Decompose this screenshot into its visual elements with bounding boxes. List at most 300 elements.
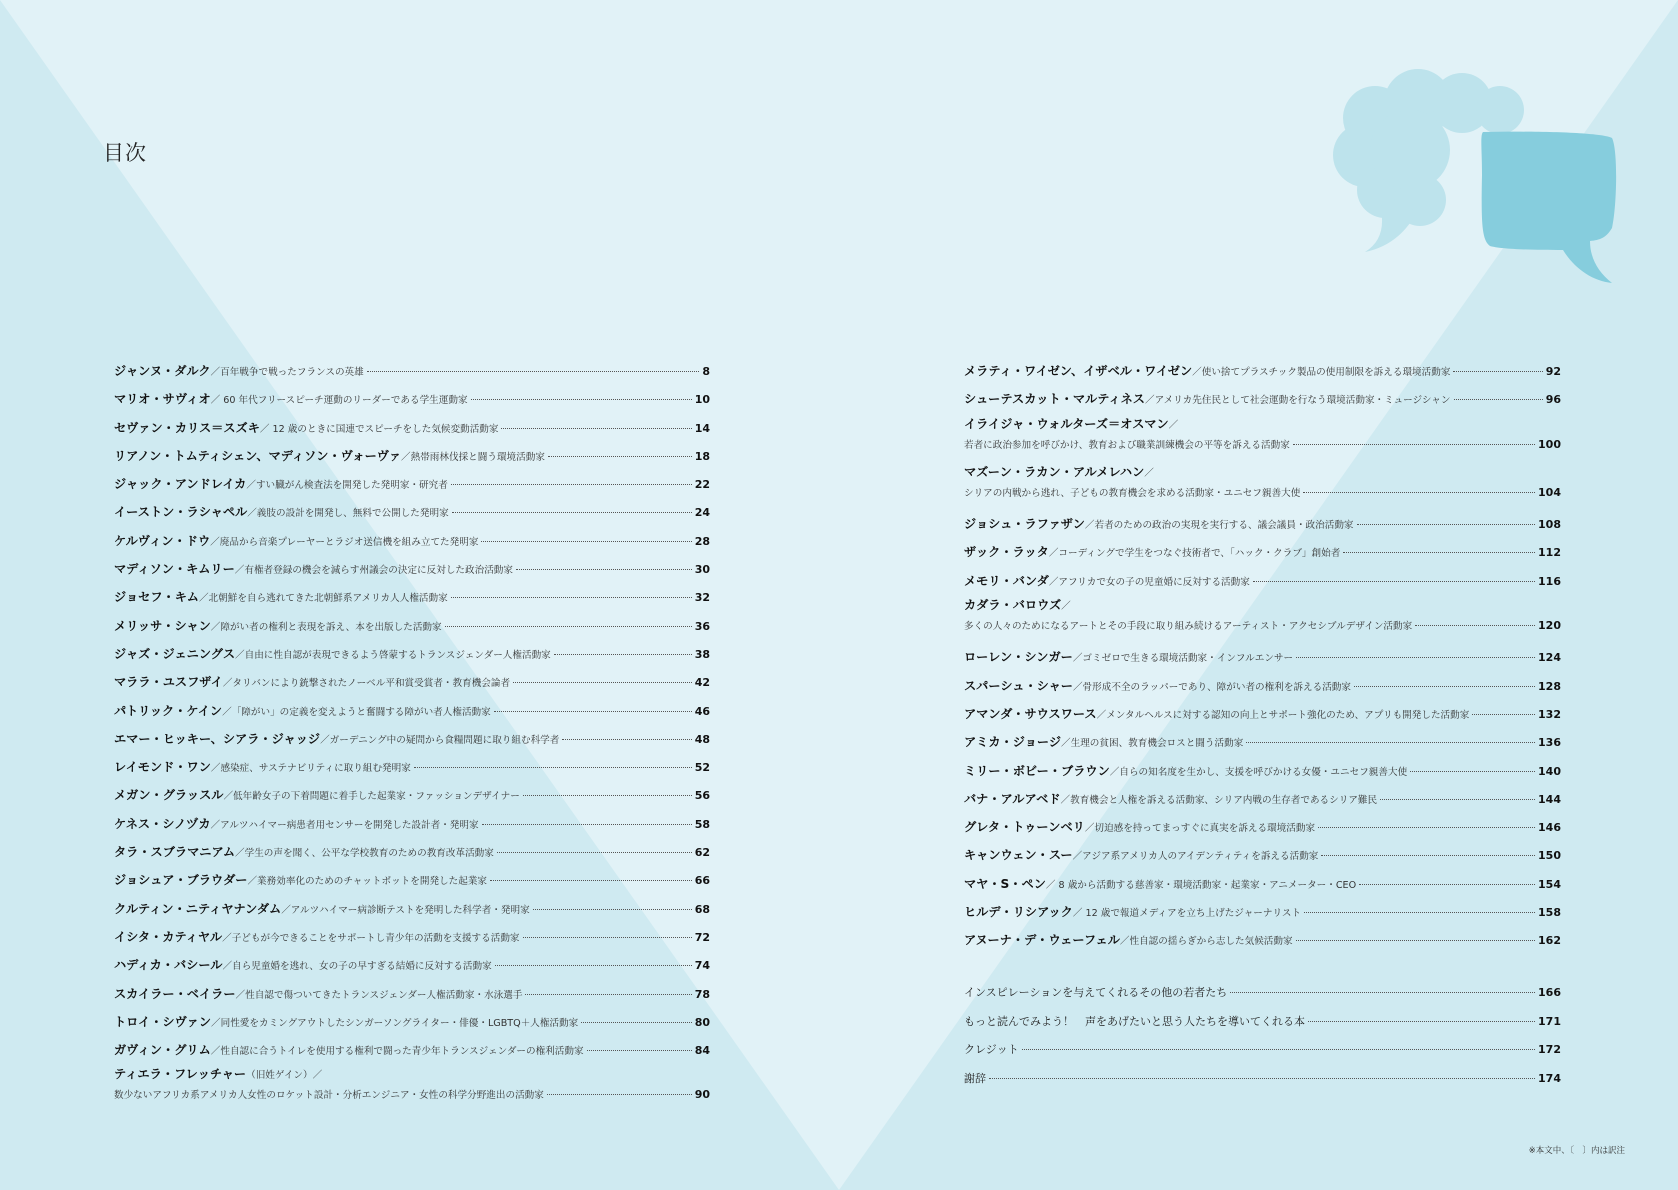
dot-leader xyxy=(494,711,692,712)
toc-entry-page: 46 xyxy=(694,704,710,718)
dot-leader xyxy=(1321,855,1535,856)
toc-entry-line xyxy=(114,612,710,640)
toc-entry-line xyxy=(114,527,710,555)
toc-entry-line xyxy=(964,870,1561,898)
toc-entry-name: パトリック・ケイン xyxy=(114,703,223,718)
toc-entry-page: 136 xyxy=(1538,736,1561,750)
dot-leader xyxy=(482,824,692,825)
toc-entry-description: インスピレーションを与えてくれるその他の若者たち xyxy=(964,986,1228,999)
toc-entry-name: イーストン・ラシャペル xyxy=(114,505,248,520)
dot-leader xyxy=(1357,524,1536,525)
toc-entry-line xyxy=(964,728,1561,756)
dot-leader xyxy=(525,994,691,995)
dot-leader xyxy=(497,852,692,853)
toc-entry-description: ／アメリカ先住民として社会運動を行なう環境活動家・ミュージシャン xyxy=(1144,395,1451,407)
toc-entry-detail xyxy=(964,615,1561,643)
toc-entry-heading xyxy=(964,595,1561,615)
toc-entry-name: マヤ・S・ペン xyxy=(964,876,1046,891)
toc-entry[interactable] xyxy=(114,781,710,809)
toc-entry-line xyxy=(114,1036,710,1064)
toc-entry-name: マディソン・キムリー xyxy=(114,562,235,577)
dot-leader xyxy=(367,371,700,372)
toc-entry-line xyxy=(964,841,1561,869)
toc-entry[interactable] xyxy=(114,725,710,753)
footnote: ※本文中、〔 〕内は訳注 xyxy=(1528,1146,1625,1156)
toc-entry-page: 128 xyxy=(1538,679,1561,693)
toc-entry-description: ／自らの知名度を生かし、支援を呼びかける女優・ユニセフ親善大使 xyxy=(1109,766,1408,778)
toc-entry[interactable] xyxy=(964,643,1561,671)
toc-entry-line xyxy=(964,538,1561,566)
dot-leader xyxy=(451,484,692,485)
toc-entry[interactable] xyxy=(964,510,1561,538)
toc-entry[interactable] xyxy=(114,895,710,923)
toc-entry[interactable] xyxy=(114,612,710,640)
toc-entry-page: 171 xyxy=(1538,1014,1561,1028)
dot-leader xyxy=(452,512,692,513)
toc-entry[interactable] xyxy=(964,785,1561,813)
toc-entry-line xyxy=(114,753,710,781)
toc-entry-name: ミリー・ボビー・ブラウン xyxy=(964,763,1110,778)
toc-entry-description: ／性自認の揺らぎから志した気候活動家 xyxy=(1119,936,1293,948)
toc-entry-line xyxy=(964,1008,1561,1037)
toc-entry-line xyxy=(114,923,710,951)
dot-leader xyxy=(495,965,692,966)
toc-entry[interactable] xyxy=(964,926,1561,954)
toc-entry-description: クレジット xyxy=(964,1043,1019,1057)
toc-entry-name: メラティ・ワイゼン、イザベル・ワイゼン xyxy=(964,364,1193,378)
toc-entry-name: アミカ・ジョージ xyxy=(964,735,1062,750)
toc-entry[interactable] xyxy=(114,640,710,668)
toc-entry-description: ／アフリカで女の子の児童婚に反対する活動家 xyxy=(1048,576,1250,588)
toc-entry-page: 48 xyxy=(694,732,710,746)
toc-entry-description: ／同性愛をカミングアウトしたシンガーソングライター・俳優・LGBTQ＋人権活動家 xyxy=(211,1017,579,1029)
toc-extra-entry[interactable] xyxy=(964,979,1561,1008)
toc-entry-name: マズーン・ラカン・アルメレハン xyxy=(964,464,1145,479)
toc-entry[interactable] xyxy=(964,462,1561,510)
toc-entry-page: 18 xyxy=(694,449,710,463)
toc-entry-page: 96 xyxy=(1545,393,1561,407)
toc-entry[interactable] xyxy=(114,527,710,555)
toc-entry-page: 112 xyxy=(1538,546,1561,560)
toc-entry-line xyxy=(114,414,710,442)
toc-entry-description: ／タリバンにより銃撃されたノーベル平和賞受賞者・教育機会論者 xyxy=(222,678,511,690)
toc-entry-name: イシタ・カティヤル xyxy=(114,929,223,944)
dot-leader xyxy=(1296,940,1535,941)
toc-entry[interactable] xyxy=(114,697,710,725)
toc-entry-name-note: ／ xyxy=(1061,601,1071,613)
toc-entry-name: ケネス・シノヅカ xyxy=(114,816,211,831)
toc-entry[interactable] xyxy=(964,813,1561,841)
toc-entry-line xyxy=(964,385,1561,413)
toc-entry[interactable] xyxy=(964,757,1561,785)
toc-entry-line xyxy=(114,781,710,809)
toc-entry[interactable] xyxy=(964,672,1561,700)
toc-entry[interactable] xyxy=(114,668,710,696)
dot-leader xyxy=(548,456,692,457)
toc-left-column xyxy=(114,357,710,1113)
toc-entry-name: ジャズ・ジェニングス xyxy=(114,646,236,661)
toc-entry-description: ／子どもが今できることをサポートし青少年の活動を支援する活動家 xyxy=(222,932,520,944)
toc-entry-name: ローレン・シンガー xyxy=(964,650,1073,665)
toc-entry-name: ティエラ・フレッチャー xyxy=(114,1067,247,1082)
toc-entry-description: ／アルツハイマー病患者用センサーを開発した設計者・発明家 xyxy=(210,819,479,831)
toc-entry-description: ／若者のための政治の実現を実行する、議会議員・政治活動家 xyxy=(1084,520,1354,532)
toc-entry-page: 74 xyxy=(694,959,710,973)
toc-entry-line xyxy=(114,866,710,894)
dot-leader xyxy=(1415,625,1535,626)
toc-entry-description: ／自ら児童婚を逃れ、女の子の早すぎる結婚に反対する活動家 xyxy=(222,961,492,973)
toc-entry-name: バナ・アルアベド xyxy=(964,791,1061,806)
dot-leader xyxy=(1318,827,1535,828)
toc-entry-description: 謝辞 xyxy=(964,1071,986,1085)
toc-entry-line xyxy=(114,357,710,385)
dot-leader xyxy=(523,937,692,938)
toc-entry[interactable] xyxy=(114,385,710,413)
dot-leader xyxy=(513,682,692,683)
toc-entry[interactable] xyxy=(114,357,710,385)
toc-entry[interactable] xyxy=(114,980,710,1008)
toc-entry-name-note: （旧姓ゲイン）／ xyxy=(246,1070,323,1082)
toc-entry-page: 84 xyxy=(694,1044,710,1058)
toc-entry-name: シューテスカット・マルティネス xyxy=(964,392,1145,407)
toc-entry-line xyxy=(964,979,1561,1008)
toc-entry-line xyxy=(114,442,710,470)
toc-entry-line xyxy=(964,510,1561,538)
toc-entry[interactable] xyxy=(964,700,1561,728)
toc-entry-heading xyxy=(964,462,1561,482)
toc-entry-description: ／ 8 歳から活動する慈善家・環境活動家・起業家・アニメーター・CEO xyxy=(1045,879,1357,891)
toc-entry-page: 28 xyxy=(694,534,710,548)
toc-entry-name: カダラ・バロウズ xyxy=(964,598,1062,613)
toc-entry-name: メモリ・バンダ xyxy=(964,573,1049,588)
toc-entry-line xyxy=(964,757,1561,785)
toc-entry-description: ／百年戦争で戦ったフランスの英雄 xyxy=(210,367,364,378)
dot-leader xyxy=(533,909,692,910)
toc-entry-description: ／感染症、サステナビリティに取り組む発明家 xyxy=(210,763,411,775)
toc-entry[interactable] xyxy=(964,538,1561,566)
toc-entry[interactable] xyxy=(114,1064,710,1112)
toc-entry[interactable] xyxy=(964,567,1561,595)
toc-entry-line xyxy=(114,951,710,979)
toc-entry-line xyxy=(114,838,710,866)
toc-entry[interactable] xyxy=(964,595,1561,643)
toc-entry-page: 80 xyxy=(694,1015,710,1029)
toc-entry-name: ガヴィン・グリム xyxy=(114,1043,211,1058)
toc-entry-page: 38 xyxy=(694,647,710,661)
toc-entry-name: メガン・グラッスル xyxy=(114,788,224,803)
toc-entry[interactable] xyxy=(114,838,710,866)
toc-entry-name: スカイラー・ベイラー xyxy=(114,986,236,1001)
toc-entry-line xyxy=(114,725,710,753)
toc-entry-page: 100 xyxy=(1538,437,1561,451)
toc-entry-line xyxy=(114,668,710,696)
dot-leader xyxy=(547,1094,692,1095)
toc-entry-description: ／生理の貧困、教育機会ロスと闘う活動家 xyxy=(1061,738,1244,750)
toc-entry-page: 10 xyxy=(694,393,710,407)
toc-entry-page: 42 xyxy=(694,676,710,690)
dot-leader xyxy=(1246,742,1535,743)
toc-entry-page: 30 xyxy=(694,563,710,577)
toc-entry-line xyxy=(964,700,1561,728)
page-title: 目次 xyxy=(103,141,147,165)
dot-leader xyxy=(1472,714,1535,715)
toc-entry-heading xyxy=(964,414,1561,434)
toc-entry-page: 108 xyxy=(1538,518,1561,532)
toc-entry-line xyxy=(114,810,710,838)
dot-leader xyxy=(414,767,692,768)
toc-entry-line xyxy=(964,357,1561,385)
toc-entry-line xyxy=(114,583,710,611)
toc-entry-description: ／学生の声を聞く、公平な学校教育のための教育改革活動家 xyxy=(235,848,494,860)
toc-entry-page: 104 xyxy=(1538,485,1561,499)
toc-entry-name: イライジャ・ウォルターズ＝オスマン xyxy=(964,416,1169,431)
toc-entry-description: ／アルツハイマー病診断テストを発明した科学者・発明家 xyxy=(281,904,530,916)
toc-entry-line xyxy=(964,898,1561,926)
toc-entry-name: アマンダ・サウスワース xyxy=(964,706,1097,721)
dot-leader xyxy=(1454,399,1543,400)
toc-entry-name: メリッサ・シャン xyxy=(114,618,211,633)
dot-leader xyxy=(501,428,691,429)
toc-entry-line xyxy=(964,785,1561,813)
toc-entry-description: ／有権者登録の機会を減らす州議会の決定に反対した政治活動家 xyxy=(234,565,513,577)
toc-entry-line xyxy=(114,470,710,498)
toc-entry[interactable] xyxy=(964,414,1561,462)
toc-entry-description: ／使い捨てプラスチック製品の使用制限を訴える環境活動家 xyxy=(1192,367,1451,378)
dot-leader xyxy=(1293,444,1535,445)
toc-entry-name: キャンウェン・スー xyxy=(964,848,1073,863)
toc-entry-name: ヒルデ・リシアック xyxy=(964,905,1073,920)
toc-entry-page: 172 xyxy=(1538,1043,1561,1057)
toc-entry-page: 92 xyxy=(1545,365,1561,378)
toc-entry-name: ジョセフ・キム xyxy=(114,590,199,605)
toc-entry-page: 62 xyxy=(694,846,710,860)
toc-entry[interactable] xyxy=(964,841,1561,869)
toc-entry-name: ジャンヌ・ダルク xyxy=(114,364,211,378)
toc-entry[interactable] xyxy=(114,1008,710,1036)
toc-entry-line xyxy=(114,640,710,668)
dot-leader xyxy=(1380,799,1535,800)
toc-entry-description: 数少ないアフリカ系アメリカ人女性のロケット設計・分析エンジニア・女性の科学分野進出の活動家 xyxy=(114,1090,544,1102)
dot-leader xyxy=(1359,884,1535,885)
dot-leader xyxy=(989,1078,1535,1079)
toc-entry[interactable] xyxy=(114,414,710,442)
toc-entry-name: ジョシュ・ラファザン xyxy=(964,517,1085,532)
toc-entry-description: ／北朝鮮を自ら逃れてきた北朝鮮系アメリカ人人権活動家 xyxy=(198,593,448,605)
toc-entry-description: ／アジア系アメリカ人のアイデンティティを訴える活動家 xyxy=(1072,851,1319,863)
toc-entry-name: ザック・ラッタ xyxy=(964,545,1049,560)
toc-entry-page: 36 xyxy=(694,619,710,633)
toc-right-column xyxy=(964,357,1561,955)
toc-entry-page: 120 xyxy=(1538,619,1561,633)
toc-entry[interactable] xyxy=(964,898,1561,926)
toc-entry-page: 72 xyxy=(694,930,710,944)
toc-entry-name-note: ／ xyxy=(1144,467,1154,479)
toc-entry-page: 144 xyxy=(1538,792,1561,806)
dot-leader xyxy=(451,597,692,598)
dot-leader xyxy=(1022,1049,1535,1050)
toc-entry-page: 158 xyxy=(1538,906,1561,920)
toc-entry-name: マララ・ユスフザイ xyxy=(114,675,223,690)
toc-entry-detail xyxy=(114,1084,710,1112)
toc-entry-name: ジャック・アンドレイカ xyxy=(114,477,247,492)
toc-entry-page: 8 xyxy=(702,365,710,378)
toc-entry-description: ／性自認で傷ついてきたトランスジェンダー人権活動家・水泳選手 xyxy=(235,989,523,1001)
toc-entry-name: マリオ・サヴィオ xyxy=(114,392,211,407)
toc-entry-page: 68 xyxy=(694,902,710,916)
toc-entry-description: ／すい臓がん検査法を開発した発明家・研究者 xyxy=(246,480,448,492)
toc-entry-line xyxy=(964,813,1561,841)
toc-entry[interactable] xyxy=(114,951,710,979)
toc-entry-page: 14 xyxy=(694,421,710,435)
toc-entry-line xyxy=(964,926,1561,954)
toc-entry-page: 22 xyxy=(694,478,710,492)
toc-entry[interactable] xyxy=(114,810,710,838)
toc-entry-line xyxy=(964,567,1561,595)
toc-entry-line xyxy=(114,1008,710,1036)
toc-entry-page: 78 xyxy=(694,987,710,1001)
toc-entry-line xyxy=(114,498,710,526)
toc-entry-page: 58 xyxy=(694,817,710,831)
dot-leader xyxy=(587,1050,692,1051)
toc-entry-name: スパーシュ・シャー xyxy=(964,678,1073,693)
toc-entry-description: ／熱帯雨林伐採と闘う環境活動家 xyxy=(401,451,545,463)
dot-leader xyxy=(516,569,692,570)
toc-entry-description: 多くの人々のためになるアートとその手段に取り組み続けるアーティスト・アクセシブルデザイン活動家 xyxy=(964,621,1413,633)
toc-entry-name: リアノン・トムティシェン、マディソン・ヴォーヴァ xyxy=(114,448,402,463)
toc-entry-page: 66 xyxy=(694,874,710,888)
toc-entry[interactable] xyxy=(114,470,710,498)
toc-entry[interactable] xyxy=(964,385,1561,413)
toc-entry[interactable] xyxy=(114,442,710,470)
dot-leader xyxy=(1304,912,1535,913)
toc-entry-page: 56 xyxy=(694,789,710,803)
toc-entry-line xyxy=(114,980,710,1008)
dot-leader xyxy=(1253,581,1535,582)
speech-bubble-icon xyxy=(1481,132,1616,283)
toc-entry-page: 166 xyxy=(1538,986,1561,999)
toc-extra-entry[interactable] xyxy=(964,1036,1561,1065)
toc-entry[interactable] xyxy=(964,728,1561,756)
toc-entry-page: 116 xyxy=(1538,574,1561,588)
dot-leader xyxy=(1354,686,1535,687)
toc-entry-description: ／自由に性自認が表現できるよう啓蒙するトランスジェンダー人権活動家 xyxy=(235,649,551,661)
toc-entry-line xyxy=(114,555,710,583)
dot-leader xyxy=(481,541,691,542)
toc-entry[interactable] xyxy=(114,866,710,894)
toc-entry-name: セヴァン・カリス＝スズキ xyxy=(114,420,260,435)
toc-entry-description: ／ゴミゼロで生きる環境活動家・インフルエンサー xyxy=(1072,653,1294,665)
toc-entry-page: 124 xyxy=(1538,651,1561,665)
dot-leader xyxy=(1230,992,1535,993)
toc-entry-line xyxy=(964,672,1561,700)
dot-leader xyxy=(581,1022,691,1023)
toc-entry-page: 52 xyxy=(694,761,710,775)
toc-entry-description: ／メンタルヘルスに対する認知の向上とサポート強化のため、アプリも開発した活動家 xyxy=(1096,709,1470,721)
toc-entry-description: もっと読んでみよう！ 声をあげたいと思う人たちを導いてくれる本 xyxy=(964,1014,1305,1028)
toc-entry-line xyxy=(964,1065,1561,1094)
dot-leader xyxy=(562,739,691,740)
toc-entry[interactable] xyxy=(114,753,710,781)
dot-leader xyxy=(523,795,692,796)
toc-entry-name: レイモンド・ワン xyxy=(114,760,211,775)
toc-entry-name: グレタ・トゥーンベリ xyxy=(964,820,1085,835)
toc-entry[interactable] xyxy=(114,923,710,951)
toc-entry-name: アヌーナ・デ・ウェーフェル xyxy=(964,933,1120,948)
dot-leader xyxy=(1453,371,1542,372)
toc-entry-description: ／障がい者の権利と表現を訴え、本を出版した活動家 xyxy=(210,621,442,633)
toc-entry-detail xyxy=(964,434,1561,462)
toc-entry-description: ／低年齢女子の下着問題に着手した起業家・ファッションデザイナー xyxy=(223,791,520,803)
toc-entry-name: トロイ・シヴァン xyxy=(114,1014,212,1029)
dot-leader xyxy=(1308,1021,1535,1022)
toc-entry-page: 150 xyxy=(1538,849,1561,863)
dot-leader xyxy=(490,880,692,881)
toc-entry-line xyxy=(964,643,1561,671)
toc-entry-description: ／義肢の設計を開発し、無料で公開した発明家 xyxy=(247,508,449,520)
toc-entry-page: 146 xyxy=(1538,821,1561,835)
toc-entry[interactable] xyxy=(114,555,710,583)
toc-entry[interactable] xyxy=(964,357,1561,385)
toc-entry-name: エマー・ヒッキー、シアラ・ジャッジ xyxy=(114,731,321,746)
toc-entry-description: ／廃品から音楽プレーヤーとラジオ送信機を組み立てた発明家 xyxy=(210,536,479,548)
toc-entry-page: 24 xyxy=(694,506,710,520)
dot-leader xyxy=(1410,771,1535,772)
toc-entry-page: 32 xyxy=(694,591,710,605)
dot-leader xyxy=(1296,657,1535,658)
toc-entry-heading xyxy=(114,1064,710,1084)
toc-entry-name: クルティン・ニティヤナンダム xyxy=(114,901,282,916)
toc-entry-page: 90 xyxy=(694,1088,710,1102)
toc-entry-name: ハディカ・バシール xyxy=(114,958,223,973)
toc-entry-page: 154 xyxy=(1538,877,1561,891)
dot-leader xyxy=(445,626,692,627)
dot-leader xyxy=(471,399,692,400)
dot-leader xyxy=(1343,552,1535,553)
toc-entry-description: ／ガーデニング中の疑問から食糧問題に取り組む科学者 xyxy=(320,734,560,746)
toc-entry[interactable] xyxy=(114,498,710,526)
toc-entry-description: ／ 12 歳で報道メディアを立ち上げたジャーナリスト xyxy=(1072,908,1302,920)
toc-entry-description: ／切迫感を持ってまっすぐに真実を訴える環境活動家 xyxy=(1084,823,1316,835)
toc-entry[interactable] xyxy=(964,870,1561,898)
toc-entry-name: タラ・スブラマニアム xyxy=(114,845,236,860)
toc-entry-name: ジョシュア・ブラウダー xyxy=(114,873,248,888)
toc-entry-description: ／「障がい」の定義を変えようと奮闘する障がい者人権活動家 xyxy=(222,706,491,718)
toc-extra-entry[interactable] xyxy=(964,1065,1561,1094)
toc-entry-page: 132 xyxy=(1538,707,1561,721)
toc-entry-description: ／ 12 歳のときに国連でスピーチをした気候変動活動家 xyxy=(259,423,499,435)
toc-entry-line xyxy=(114,385,710,413)
toc-entry-description: ／性自認に合うトイレを使用する権利で闘った青少年トランスジェンダーの権利活動家 xyxy=(210,1046,584,1058)
toc-entry-page: 140 xyxy=(1538,764,1561,778)
toc-entry[interactable] xyxy=(114,1036,710,1064)
toc-entry-name-note: ／ xyxy=(1168,419,1179,431)
toc-entry-description: ／ 60 年代フリースピーチ運動のリーダーである学生運動家 xyxy=(210,395,468,407)
toc-entry-name: ケルヴィン・ドウ xyxy=(114,533,211,548)
toc-entry-description: 若者に政治参加を呼びかけ、教育および職業訓練機会の平等を訴える活動家 xyxy=(964,439,1290,451)
toc-entry-page: 174 xyxy=(1538,1071,1561,1085)
toc-entry-detail xyxy=(964,482,1561,510)
toc-extra-entry[interactable] xyxy=(964,1008,1561,1037)
toc-entry-line xyxy=(114,895,710,923)
toc-extras xyxy=(964,979,1561,1093)
toc-entry-description: ／コーディングで学生をつなぐ技術者で、「ハック・クラブ」創始者 xyxy=(1048,548,1341,560)
toc-entry-line xyxy=(964,1036,1561,1065)
toc-entry[interactable] xyxy=(114,583,710,611)
dot-leader xyxy=(1303,492,1535,493)
toc-entry-page: 162 xyxy=(1538,934,1561,948)
toc-entry-description: ／業務効率化のためのチャットボットを開発した起業家 xyxy=(247,876,488,888)
toc-entry-description: ／骨形成不全のラッパーであり、障がい者の権利を訴える活動家 xyxy=(1072,681,1351,693)
